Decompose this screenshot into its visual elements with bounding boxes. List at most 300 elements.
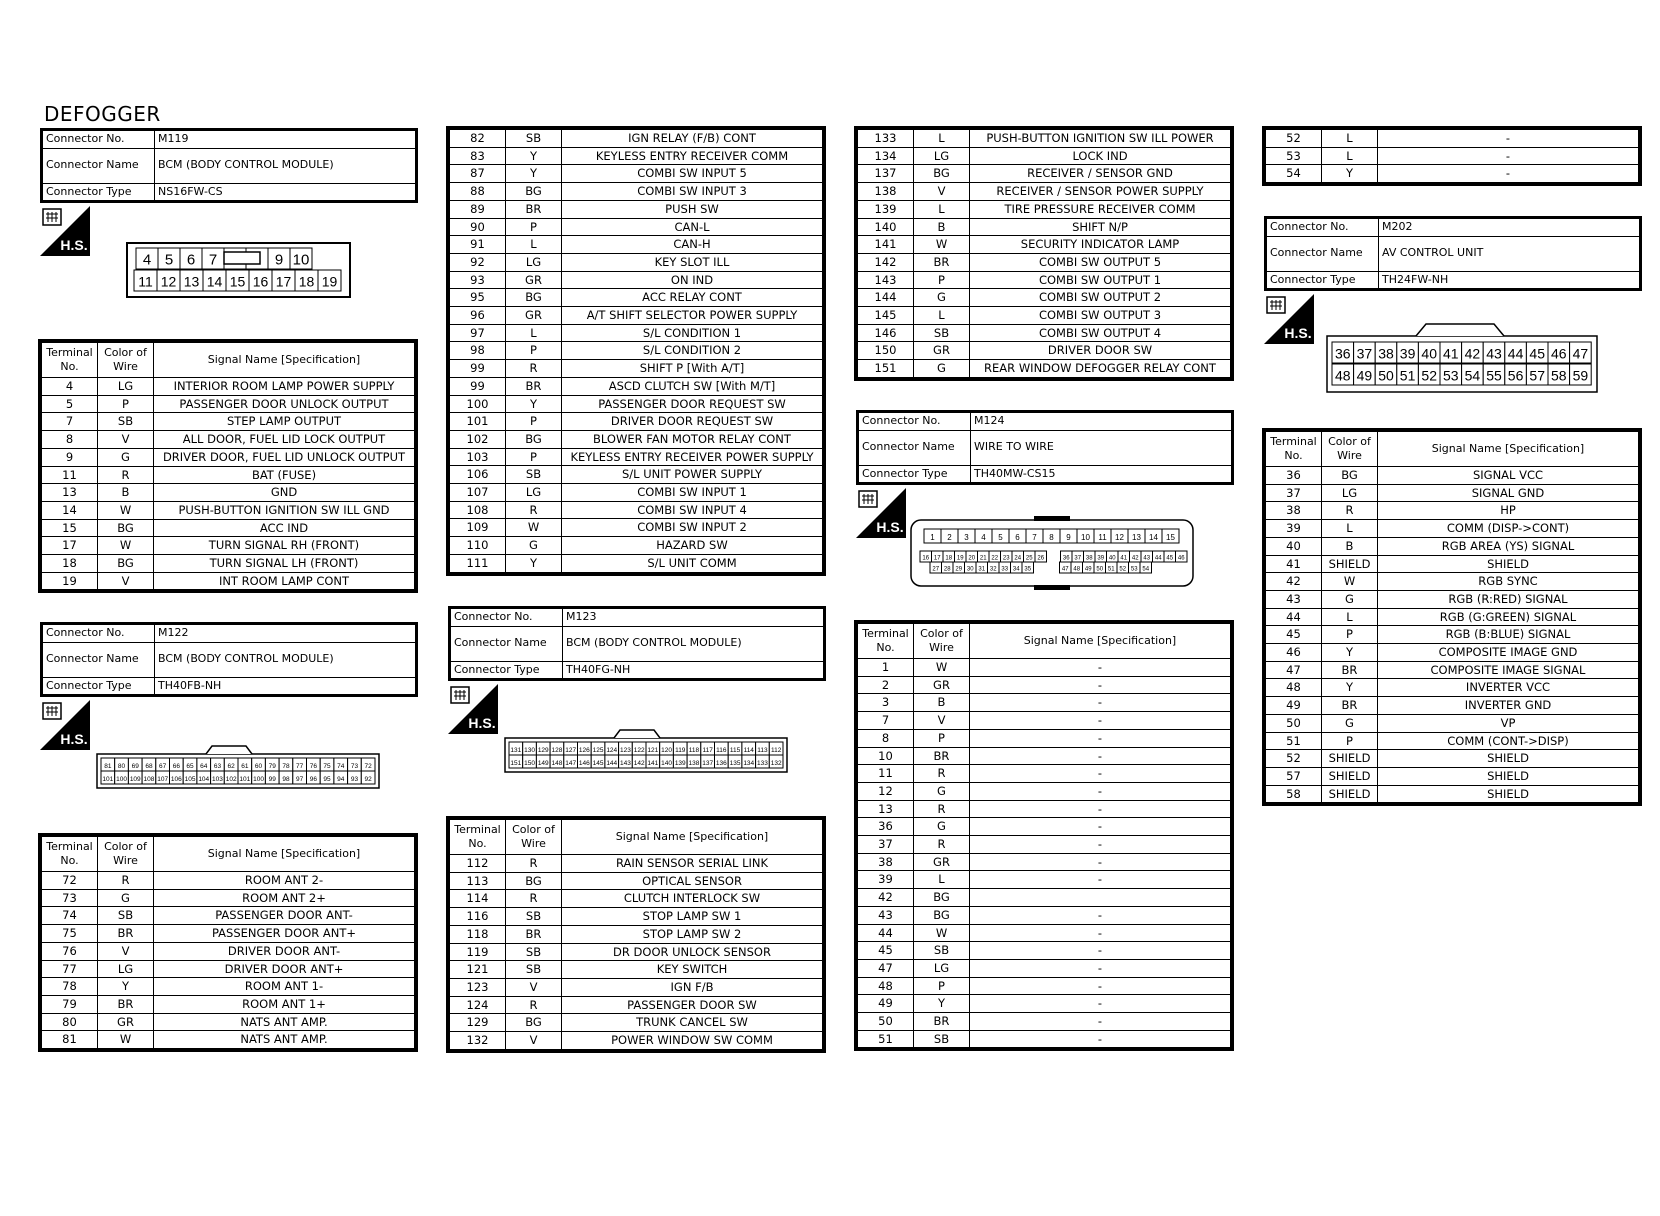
- svg-text:143: 143: [620, 760, 631, 768]
- color-of-wire-header: Color of Wire: [914, 624, 970, 659]
- table-row: [858, 889, 1231, 907]
- signal-name-cell: -: [970, 871, 1231, 889]
- wire-color-cell: R: [506, 855, 562, 873]
- table-row: [1266, 679, 1639, 697]
- connector-pin: [1107, 551, 1119, 562]
- terminal-no-cell: 7: [858, 712, 914, 730]
- signal-name-cell: COMM (CONT->DISP): [1378, 732, 1639, 750]
- color-of-wire-header: Color of Wire: [98, 343, 154, 378]
- terminal-no-cell: 141: [858, 236, 914, 254]
- connector-name-value: AV CONTROL UNIT: [1379, 236, 1640, 271]
- signal-name-cell: S/L UNIT POWER SUPPLY: [562, 466, 823, 484]
- wire-color-cell: SB: [914, 942, 970, 960]
- signal-name-cell: COMBI SW INPUT 3: [562, 183, 823, 201]
- connector-pin: [1026, 529, 1043, 543]
- wire-color-cell: SB: [506, 130, 562, 148]
- svg-text:18: 18: [298, 273, 315, 290]
- signal-name-cell: LOCK IND: [970, 147, 1231, 165]
- wire-color-cell: Y: [506, 147, 562, 165]
- signal-name-cell: PASSENGER DOOR ANT-: [154, 907, 415, 925]
- connector-pin: [1332, 364, 1354, 385]
- terminal-no-cell: 49: [858, 995, 914, 1013]
- signal-name-cell: OPTICAL SENSOR: [562, 872, 823, 890]
- wire-color-cell: R: [1322, 502, 1378, 520]
- connector-pin: [742, 742, 756, 755]
- signal-name-cell: -: [1378, 147, 1639, 165]
- wire-color-cell: R: [506, 890, 562, 908]
- table-row: [450, 537, 823, 555]
- svg-text:55: 55: [1486, 367, 1502, 384]
- terminal-no-cell: 140: [858, 218, 914, 236]
- connector-pin: [1354, 342, 1376, 363]
- connector-type-value: TH40FB-NH: [155, 677, 416, 695]
- signal-name-cell: COMPOSITE IMAGE GND: [1378, 644, 1639, 662]
- wire-color-cell: SB: [914, 324, 970, 342]
- wire-color-cell: G: [1322, 714, 1378, 732]
- table-row: [450, 200, 823, 218]
- label-connector-type: Connector Type: [859, 465, 971, 483]
- svg-text:27: 27: [932, 566, 940, 573]
- terminal-no-cell: 38: [1266, 502, 1322, 520]
- signal-name-cell: -: [970, 747, 1231, 765]
- terminal-no-cell: 112: [450, 855, 506, 873]
- terminal-no-cell: 2: [858, 676, 914, 694]
- svg-text:117: 117: [702, 747, 713, 755]
- wire-color-cell: GR: [914, 676, 970, 694]
- svg-text:149: 149: [537, 760, 549, 768]
- terminal-no-cell: 1: [858, 659, 914, 677]
- svg-text:5: 5: [998, 532, 1003, 542]
- table-row: [450, 890, 823, 908]
- wire-color-cell: W: [914, 924, 970, 942]
- connector-pin: [976, 562, 988, 573]
- connector-pin: [728, 742, 742, 755]
- connector-face-m119: [126, 242, 351, 298]
- connector-pin: [1570, 364, 1592, 385]
- connector-pin: [646, 755, 660, 768]
- svg-text:47: 47: [1572, 345, 1589, 362]
- svg-text:37: 37: [1074, 555, 1082, 562]
- svg-text:116: 116: [716, 747, 727, 755]
- svg-text:6: 6: [1015, 532, 1020, 542]
- wire-color-cell: B: [914, 694, 970, 712]
- terminal-no-cell: 87: [450, 165, 506, 183]
- connector-pin: [1164, 551, 1176, 562]
- connector-pin: [180, 270, 203, 291]
- terminal-no-cell: 51: [1266, 732, 1322, 750]
- connector-pin: [318, 270, 341, 291]
- signal-name-cell: COMBI SW INPUT 2: [562, 519, 823, 537]
- svg-text:119: 119: [675, 747, 686, 755]
- connector-pin: [1128, 529, 1145, 543]
- svg-text:135: 135: [729, 760, 741, 768]
- connector-pin: [226, 270, 249, 291]
- table-row: [1266, 608, 1639, 626]
- wire-color-cell: BG: [506, 430, 562, 448]
- table-row: [858, 694, 1231, 712]
- label-connector-type: Connector Type: [451, 661, 563, 679]
- wire-color-cell: V: [506, 1032, 562, 1050]
- svg-text:120: 120: [661, 747, 672, 755]
- signal-name-cell: -: [970, 977, 1231, 995]
- connector-pin: [660, 755, 674, 768]
- wire-color-cell: V: [98, 942, 154, 960]
- wire-color-cell: Y: [914, 995, 970, 1013]
- table-row: [450, 130, 823, 148]
- terminal-no-cell: 111: [450, 554, 506, 572]
- signal-name-cell: RAIN SENSOR SERIAL LINK: [562, 855, 823, 873]
- table-row: [450, 978, 823, 996]
- svg-text:47: 47: [1061, 566, 1069, 573]
- connector-pin: [142, 771, 156, 784]
- terminal-no-cell: 5: [42, 395, 98, 413]
- wire-color-cell: W: [1322, 573, 1378, 591]
- connector-pin: [578, 742, 592, 755]
- svg-text:17: 17: [933, 555, 941, 562]
- svg-text:124: 124: [606, 747, 618, 755]
- wire-color-cell: LG: [506, 253, 562, 271]
- signal-name-cell: TURN SIGNAL LH (FRONT): [154, 555, 415, 573]
- color-of-wire-header: Color of Wire: [1322, 432, 1378, 467]
- table-row: [858, 271, 1231, 289]
- signal-name-cell: PASSENGER DOOR UNLOCK OUTPUT: [154, 395, 415, 413]
- table-row: [450, 165, 823, 183]
- svg-text:3: 3: [964, 532, 969, 542]
- svg-text:10: 10: [292, 251, 310, 269]
- table-row: [42, 466, 415, 484]
- signal-name-cell: ACC IND: [154, 519, 415, 537]
- label-connector-no: Connector No.: [43, 625, 155, 643]
- signal-name-cell: COMBI SW INPUT 5: [562, 165, 823, 183]
- connector-pin: [361, 771, 375, 784]
- signal-name-header: Signal Name [Specification]: [970, 624, 1231, 659]
- wire-color-cell: V: [98, 431, 154, 449]
- table-row: [450, 413, 823, 431]
- connector-pin: [1077, 529, 1094, 543]
- signal-name-cell: S/L CONDITION 1: [562, 324, 823, 342]
- connector-pin: [958, 529, 975, 543]
- svg-text:46: 46: [1177, 555, 1185, 562]
- connector-pin: [920, 551, 932, 562]
- terminal-no-cell: 36: [1266, 467, 1322, 485]
- terminal-no-cell: 38: [858, 853, 914, 871]
- connector-pin: [564, 742, 578, 755]
- terminal-no-cell: 119: [450, 943, 506, 961]
- connector-pin: [646, 742, 660, 755]
- svg-text:69: 69: [131, 763, 139, 771]
- terminal-no-cell: 46: [1266, 644, 1322, 662]
- wire-color-cell: SHIELD: [1322, 785, 1378, 803]
- wire-color-cell: W: [914, 659, 970, 677]
- connector-pin: [1009, 529, 1026, 543]
- terminal-no-cell: 50: [858, 1013, 914, 1031]
- wire-color-cell: BG: [914, 165, 970, 183]
- connector-pin: [1060, 529, 1077, 543]
- connector-pin: [1094, 562, 1106, 573]
- color-of-wire-header: Color of Wire: [506, 820, 562, 855]
- svg-text:63: 63: [213, 763, 222, 771]
- svg-text:20: 20: [968, 555, 976, 562]
- terminal-no-cell: 43: [858, 906, 914, 924]
- svg-text:41: 41: [1443, 345, 1459, 362]
- svg-text:9: 9: [274, 251, 284, 269]
- terminal-no-cell: 98: [450, 342, 506, 360]
- hs-label: H.S.: [876, 519, 904, 535]
- harness-side-icon: [448, 684, 498, 734]
- svg-text:121: 121: [647, 747, 659, 755]
- wire-color-cell: Y: [506, 395, 562, 413]
- signal-name-cell: -: [970, 995, 1231, 1013]
- connector-info-m119: [40, 128, 418, 203]
- svg-text:56: 56: [1507, 367, 1524, 384]
- svg-text:134: 134: [743, 760, 755, 768]
- table-row: [42, 484, 415, 502]
- connector-pin: [1118, 551, 1130, 562]
- terminal-no-cell: 145: [858, 307, 914, 325]
- connector-pin: [1071, 562, 1083, 573]
- connector-pin: [170, 771, 184, 784]
- wire-color-cell: Y: [506, 554, 562, 572]
- connector-pin: [1106, 562, 1118, 573]
- wire-color-cell: Y: [1322, 644, 1378, 662]
- signal-name-cell: RGB SYNC: [1378, 573, 1639, 591]
- table-header: [858, 624, 1231, 659]
- table-row: [1266, 590, 1639, 608]
- terminal-no-cell: 100: [450, 395, 506, 413]
- terminal-table-m122-continued: [446, 126, 826, 576]
- connector-no-value: M202: [1379, 219, 1640, 237]
- connector-pin: [265, 758, 279, 771]
- terminal-no-cell: 42: [858, 889, 914, 907]
- table-row: [450, 855, 823, 873]
- svg-text:122: 122: [633, 747, 645, 755]
- harness-side-icon: [40, 700, 90, 750]
- wire-color-cell: GR: [914, 342, 970, 360]
- connector-pin: [1117, 562, 1129, 573]
- connector-pin: [252, 758, 266, 771]
- table-row: [450, 307, 823, 325]
- table-row: [450, 395, 823, 413]
- hs-label: H.S.: [468, 715, 496, 731]
- table-row: [858, 1013, 1231, 1031]
- signal-name-cell: -: [970, 853, 1231, 871]
- signal-name-cell: -: [970, 676, 1231, 694]
- connector-pin: [632, 742, 646, 755]
- connector-pin: [728, 755, 742, 768]
- svg-text:107: 107: [157, 776, 169, 784]
- signal-name-cell: HAZARD SW: [562, 537, 823, 555]
- table-row: [1266, 732, 1639, 750]
- table-row: [450, 324, 823, 342]
- signal-name-cell: PASSENGER DOOR ANT+: [154, 925, 415, 943]
- terminal-no-cell: 151: [858, 360, 914, 378]
- wire-color-cell: P: [914, 977, 970, 995]
- table-row: [450, 996, 823, 1014]
- signal-name-cell: STOP LAMP SW 2: [562, 925, 823, 943]
- wire-color-cell: SB: [506, 943, 562, 961]
- svg-text:147: 147: [565, 760, 577, 768]
- connector-pin: [1001, 551, 1013, 562]
- signal-name-cell: RGB (G:GREEN) SIGNAL: [1378, 608, 1639, 626]
- terminal-no-cell: 58: [1266, 785, 1322, 803]
- table-row: [450, 360, 823, 378]
- signal-name-cell: RECEIVER / SENSOR GND: [970, 165, 1231, 183]
- wire-color-cell: P: [506, 448, 562, 466]
- wire-color-cell: B: [98, 484, 154, 502]
- connector-pin: [550, 742, 564, 755]
- wire-color-cell: W: [98, 501, 154, 519]
- terminal-no-cell: 81: [42, 1031, 98, 1049]
- connector-pin: [943, 551, 955, 562]
- svg-text:125: 125: [592, 747, 604, 755]
- terminal-no-cell: 72: [42, 872, 98, 890]
- svg-text:48: 48: [1335, 367, 1351, 384]
- connector-pin: [992, 529, 1009, 543]
- connector-pin: [320, 758, 334, 771]
- svg-text:42: 42: [1131, 555, 1139, 562]
- connector-pin: [1011, 562, 1023, 573]
- signal-name-cell: SHIELD: [1378, 767, 1639, 785]
- terminal-no-cell: 102: [450, 430, 506, 448]
- terminal-no-cell: 54: [1266, 165, 1322, 183]
- signal-name-cell: TIRE PRESSURE RECEIVER COMM: [970, 200, 1231, 218]
- terminal-no-cell: 3: [858, 694, 914, 712]
- wire-color-cell: R: [914, 836, 970, 854]
- connector-pin: [1111, 529, 1128, 543]
- signal-name-cell: -: [970, 818, 1231, 836]
- table-row: [1266, 537, 1639, 555]
- terminal-no-cell: 57: [1266, 767, 1322, 785]
- signal-name-cell: INVERTER GND: [1378, 697, 1639, 715]
- signal-name-cell: SECURITY INDICATOR LAMP: [970, 236, 1231, 254]
- svg-text:11: 11: [138, 273, 153, 290]
- page-title: DEFOGGER: [44, 102, 161, 126]
- terminal-no-cell: 52: [1266, 130, 1322, 148]
- svg-text:49: 49: [1084, 566, 1092, 573]
- signal-name-cell: STOP LAMP SW 1: [562, 908, 823, 926]
- terminal-no-cell: 77: [42, 960, 98, 978]
- connector-pin: [989, 551, 1001, 562]
- terminal-no-header: Terminal No.: [1266, 432, 1322, 467]
- signal-name-cell: -: [970, 765, 1231, 783]
- table-row: [858, 200, 1231, 218]
- table-row: [858, 289, 1231, 307]
- wire-color-cell: BG: [98, 519, 154, 537]
- table-header: [42, 343, 415, 378]
- connector-pin: [673, 742, 687, 755]
- svg-text:40: 40: [1421, 345, 1437, 362]
- connector-pin: [978, 551, 990, 562]
- svg-text:49: 49: [1356, 367, 1373, 384]
- table-row: [450, 908, 823, 926]
- svg-text:93: 93: [350, 776, 359, 784]
- signal-name-cell: SHIELD: [1378, 750, 1639, 768]
- connector-no-value: M122: [155, 625, 416, 643]
- wire-color-cell: Y: [1322, 679, 1378, 697]
- signal-name-cell: CAN-L: [562, 218, 823, 236]
- signal-name-cell: CLUTCH INTERLOCK SW: [562, 890, 823, 908]
- svg-text:33: 33: [1001, 566, 1009, 573]
- signal-name-cell: DRIVER DOOR ANT-: [154, 942, 415, 960]
- connector-pin: [1153, 551, 1165, 562]
- svg-text:6: 6: [186, 251, 196, 269]
- svg-text:23: 23: [1002, 555, 1010, 562]
- terminal-no-cell: 37: [858, 836, 914, 854]
- signal-name-cell: KEYLESS ENTRY RECEIVER COMM: [562, 147, 823, 165]
- connector-pin: [955, 551, 967, 562]
- wire-color-cell: LG: [98, 960, 154, 978]
- terminal-no-cell: 74: [42, 907, 98, 925]
- svg-text:51: 51: [1107, 566, 1115, 573]
- table-header: [450, 820, 823, 855]
- hs-label: H.S.: [1284, 325, 1312, 341]
- table-row: [450, 961, 823, 979]
- svg-text:38: 38: [1085, 555, 1093, 562]
- terminal-no-cell: 82: [450, 130, 506, 148]
- connector-pin: [715, 742, 729, 755]
- label-connector-name: Connector Name: [43, 148, 155, 183]
- wire-color-cell: BR: [1322, 697, 1378, 715]
- table-row: [858, 360, 1231, 378]
- svg-text:53: 53: [1130, 566, 1138, 573]
- table-row: [450, 147, 823, 165]
- terminal-no-cell: 18: [42, 555, 98, 573]
- svg-text:130: 130: [524, 747, 535, 755]
- svg-text:25: 25: [1025, 555, 1033, 562]
- svg-text:150: 150: [524, 760, 535, 768]
- svg-text:73: 73: [350, 763, 359, 771]
- svg-text:94: 94: [337, 776, 345, 784]
- connector-pin: [1176, 551, 1188, 562]
- svg-text:151: 151: [510, 760, 522, 768]
- connector-type-value: TH40MW-CS15: [971, 465, 1232, 483]
- table-row: [1266, 467, 1639, 485]
- table-row: [858, 324, 1231, 342]
- connector-info-m202: [1264, 216, 1642, 291]
- connector-pin: [1141, 551, 1153, 562]
- svg-text:75: 75: [323, 763, 331, 771]
- signal-name-cell: -: [970, 942, 1231, 960]
- signal-name-cell: ROOM ANT 1+: [154, 995, 415, 1013]
- signal-name-cell: INVERTER VCC: [1378, 679, 1639, 697]
- wire-color-cell: L: [914, 130, 970, 148]
- connector-pin: [942, 562, 954, 573]
- svg-text:40: 40: [1108, 555, 1116, 562]
- table-row: [450, 183, 823, 201]
- table-row: [450, 342, 823, 360]
- connector-pin: [1505, 342, 1527, 363]
- wire-color-cell: W: [98, 537, 154, 555]
- svg-text:123: 123: [620, 747, 631, 755]
- connector-pin: [268, 248, 290, 269]
- table-row: [858, 342, 1231, 360]
- connector-pin: [183, 758, 197, 771]
- signal-name-cell: KEYLESS ENTRY RECEIVER POWER SUPPLY: [562, 448, 823, 466]
- connector-pin: [975, 529, 992, 543]
- harness-side-icon: [40, 206, 90, 256]
- connector-pin: [295, 270, 318, 291]
- terminal-no-cell: 91: [450, 236, 506, 254]
- table-row: [858, 676, 1231, 694]
- terminal-no-cell: 92: [450, 253, 506, 271]
- svg-text:43: 43: [1143, 555, 1151, 562]
- svg-text:59: 59: [1572, 367, 1589, 384]
- wire-color-cell: SB: [98, 907, 154, 925]
- table-row: [1266, 130, 1639, 148]
- svg-text:105: 105: [184, 776, 196, 784]
- signal-name-cell: -: [970, 1030, 1231, 1048]
- signal-name-cell: RGB AREA (YS) SIGNAL: [1378, 537, 1639, 555]
